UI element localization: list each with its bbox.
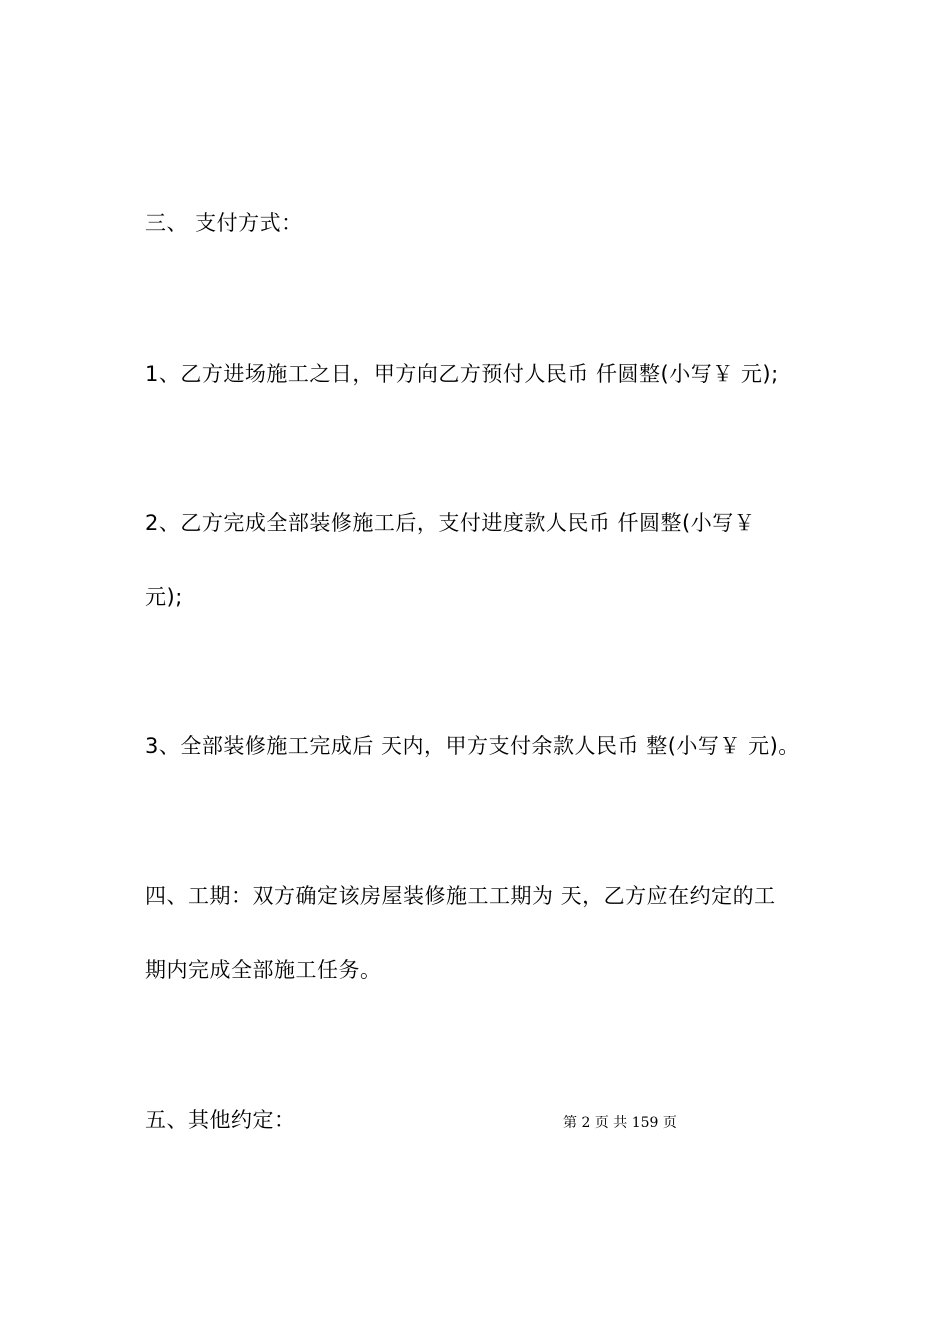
section-heading-other-terms: 五、其他约定： [145,1108,296,1132]
payment-clause-3: 3、全部装修施工完成后 天内，甲方支付余款人民币 整(小写￥ 元)。 [145,734,800,758]
schedule-clause-continued: 期内完成全部施工任务。 [145,958,382,982]
payment-clause-2-continued: 元); [145,585,183,609]
section-heading-schedule: 四、工期：双方确定该房屋装修施工工期为 天，乙方应在约定的工 [145,884,776,908]
page-number-footer: 第 2 页 共 159 页 [563,1115,677,1131]
payment-clause-2: 2、乙方完成全部装修施工后，支付进度款人民币 仟圆整(小写￥ [145,511,756,535]
payment-clause-1: 1、乙方进场施工之日，甲方向乙方预付人民币 仟圆整(小写￥ 元); [145,362,779,386]
section-heading-payment: 三、 支付方式： [145,211,303,235]
